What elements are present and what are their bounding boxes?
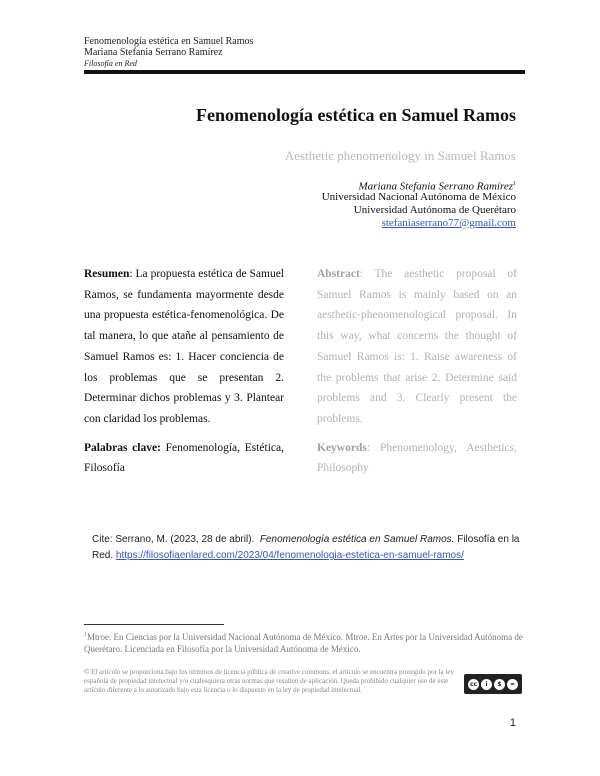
keywords-es <box>84 438 284 479</box>
footnote <box>84 629 524 655</box>
author-name: Mariana Stefania Serrano Ramírez$^1$ <box>358 180 516 193</box>
affiliation-1: Universidad Nacional Autónoma de México <box>321 191 516 203</box>
abstract-es-body <box>84 264 284 430</box>
cc-by-nc-nd-icon[interactable] <box>464 674 522 694</box>
citation-url-link[interactable]: https://filosofiaenlared.com/2023/04/fenomenologia-estetica-en-samuel-ramos/ <box>115 550 464 561</box>
keywords-es-text: Fenomenología, Estética, Filosofía <box>84 441 284 475</box>
page-number: 1 <box>509 717 516 729</box>
citation-prefix: Cite: Serrano, M. (2023, 28 de abril). <box>92 534 255 545</box>
header-rule <box>84 70 525 74</box>
running-header-title: Fenomenología estética en Samuel Ramos <box>84 36 254 47</box>
citation <box>92 532 520 564</box>
keywords-es-label: Palabras clave: <box>84 441 161 454</box>
citation-title: Fenomenología estética en Samuel Ramos. <box>259 534 455 545</box>
footnote-ref[interactable]: 1 <box>513 181 516 187</box>
affiliation-2: Universidad Autónoma de Querétaro <box>353 204 516 216</box>
keywords-en-label: Keywords <box>317 441 367 454</box>
abstract-es-label: Resumen <box>84 268 130 280</box>
running-header-journal: Filosofía en Red <box>84 59 137 68</box>
abstract-en-text: : The aesthetic proposal of Samuel Ramos is mainly based on an aesthetic-phenomenological proposal. In this way, what concerns the thought of Samuel Ramos is: 1. Raise awareness of the problems that arise 2. Determine said problems and 3. Clearly present the problems. <box>317 268 517 425</box>
article-subtitle: Aesthetic phenomenology in Samuel Ramos <box>284 148 516 163</box>
running-header-author: Mariana Stefania Serrano Ramírez <box>84 47 223 58</box>
citation-suffix: Filosofía en la Red. <box>92 534 520 561</box>
author-email-link[interactable]: stefaniaserrano77@gmail.com <box>381 217 516 229</box>
footnote-marker: 1 <box>84 632 87 638</box>
by-icon: i <box>481 679 492 690</box>
keywords-en-text: : Phenomenology, Aesthetics, Philosophy <box>317 441 517 475</box>
abstract-en <box>317 264 517 479</box>
abstract-en-label: Abstract <box>317 268 360 280</box>
abstract-es <box>84 264 284 479</box>
abstract-es-text: : La propuesta estética de Samuel Ramos, se fundamenta mayormente desde una propuesta estética-fenomenológica. De tal manera, lo que atañe al pensamiento de Samuel Ramos es: 1. Hacer conciencia de los problemas que se presentan 2. Determinar dichos problemas y 3. Plantear con claridad los problemas. <box>84 268 284 425</box>
footnote-divider <box>84 624 224 625</box>
license-text: © El artículo se proporciona bajo los términos de licencia pública de creative commons, el artículo se encuentra protegido por la ley española de propiedad intelectual y/o cualesquiera otras normas que resulten de aplicación. Queda prohibido cualquier uso de este artículo diferente a lo autorizado bajo esta licencia o lo dispuesto en la ley de propiedad intelectual. <box>84 668 454 694</box>
nd-icon: = <box>507 679 518 690</box>
nc-icon: $ <box>494 679 505 690</box>
abstract-en-body <box>317 264 517 430</box>
article-title: Fenomenología estética en Samuel Ramos <box>196 105 516 125</box>
cc-icon: cc <box>469 680 478 688</box>
footnote-text: Mtroe. En Ciencias por la Universidad Nacional Autónoma de México. Mtroe. En Artes por la Universidad Autónoma de Querétaro. Licenciada en Filosofía por la Universidad Autónoma de México. <box>84 632 523 654</box>
keywords-en <box>317 438 517 479</box>
